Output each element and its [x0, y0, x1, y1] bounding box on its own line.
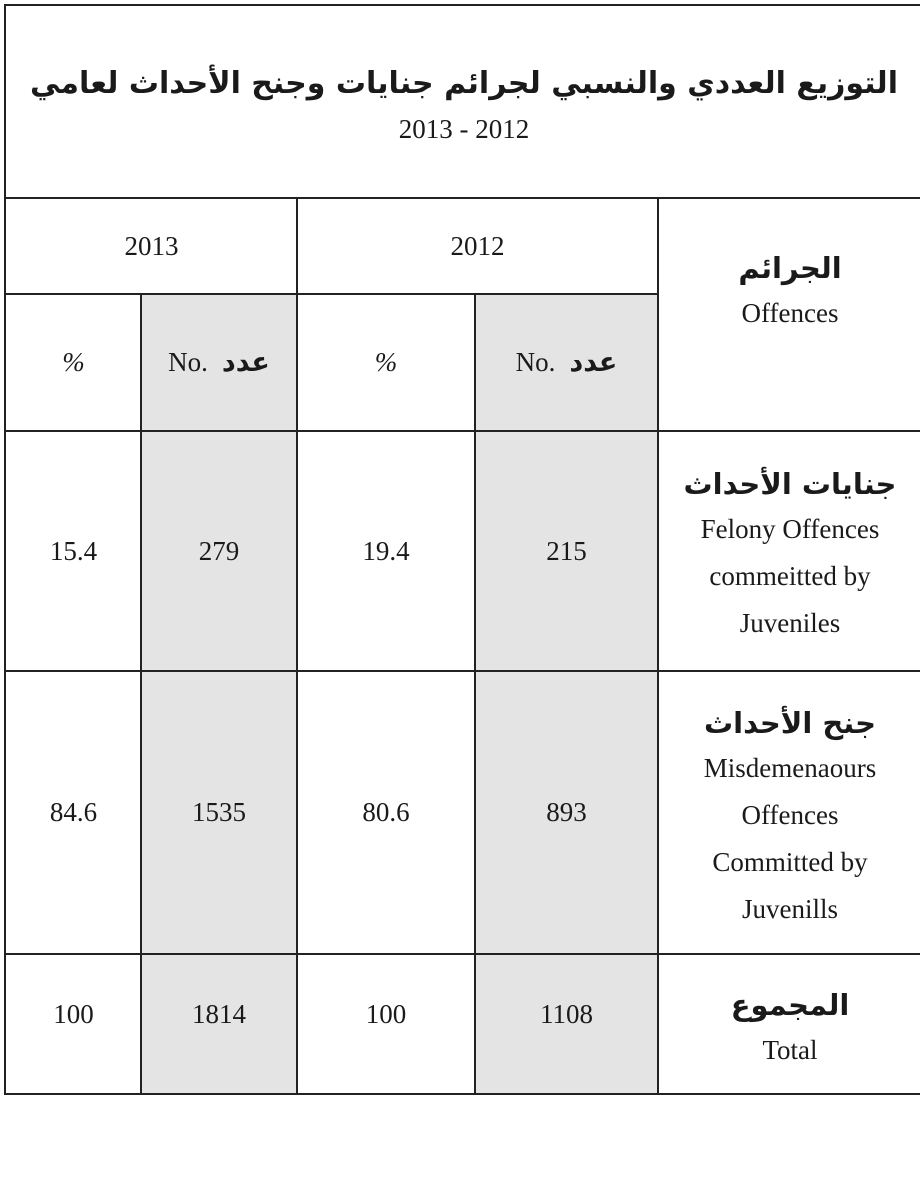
grid-line-col-offences: [657, 199, 659, 1093]
felony-label-arabic: جنايات الأحداث: [683, 466, 897, 501]
grid-line-col-pct2012: [474, 294, 476, 1093]
year-2013-header: 2013: [124, 231, 179, 261]
title-box: [6, 6, 920, 199]
misdemeanour-2012-no: 893: [546, 797, 587, 827]
total-2013-no: 1814: [192, 998, 246, 1029]
felony-label-en-3: Juveniles: [739, 607, 841, 638]
misdemeanour-2013-no: 1535: [192, 797, 246, 827]
total-2012-no: 1108: [540, 998, 593, 1029]
total-2013-pct: 100: [53, 998, 94, 1029]
no-2012-header: [475, 294, 658, 431]
misdemeanour-2013-pct: 84.6: [49, 797, 98, 827]
grid-line-header-bottom: [6, 430, 920, 432]
no-2012-english: No.: [515, 347, 556, 377]
year-2012-header: 2012: [450, 231, 505, 261]
felony-label: [658, 431, 920, 671]
misdemeanour-label-en-3: Committed by: [712, 846, 868, 877]
offences-header-arabic: الجرائم: [738, 250, 842, 285]
misdemeanour-label-arabic: جنح الأحداث: [703, 705, 876, 740]
misdemeanour-label-en-1: Misdemenaours: [703, 752, 877, 783]
grid-line-row1-bottom: [6, 670, 920, 672]
total-2012-pct: 100: [365, 998, 407, 1029]
no-2013-arabic: عدد: [221, 347, 270, 378]
grid-line-row2-bottom: [6, 953, 920, 955]
misdemeanour-label-en-4: Juvenills: [741, 893, 838, 924]
felony-2013-no: 279: [198, 535, 240, 566]
no-2013-english: No.: [168, 347, 208, 377]
total-label: [658, 954, 920, 1093]
misdemeanour-label-en-2: Offences: [741, 799, 839, 830]
felony-label-en-2: commeitted by: [709, 560, 871, 591]
table-title-years: 2013 - 2012: [398, 114, 530, 144]
grid-line-col-year-divider: [296, 199, 298, 1093]
felony-2012-no: 215: [546, 535, 587, 566]
table-title-arabic: التوزيع العددي والنسبي لجرائم جنايات وجنح الأحداث لعامي: [30, 66, 898, 101]
felony-2012-pct: 19.4: [362, 535, 410, 566]
offences-header: [658, 236, 920, 346]
offences-table: [4, 4, 920, 1095]
no-2013-header: [141, 294, 297, 431]
total-label-english: Total: [762, 1035, 818, 1065]
total-label-arabic: المجموع: [730, 988, 850, 1022]
no-2012-arabic: عدد: [569, 347, 618, 378]
grid-line-subheader-top: [6, 293, 658, 295]
grid-line-col-pct2013: [140, 294, 142, 1093]
offences-header-english: Offences: [741, 297, 839, 328]
pct-2013-header: %: [62, 347, 85, 377]
felony-2013-pct: 15.4: [49, 535, 98, 566]
felony-label-en-1: Felony Offences: [700, 513, 880, 544]
pct-2012-header: %: [374, 347, 398, 377]
misdemeanour-label: [658, 671, 920, 954]
misdemeanour-2012-pct: 80.6: [362, 797, 410, 827]
